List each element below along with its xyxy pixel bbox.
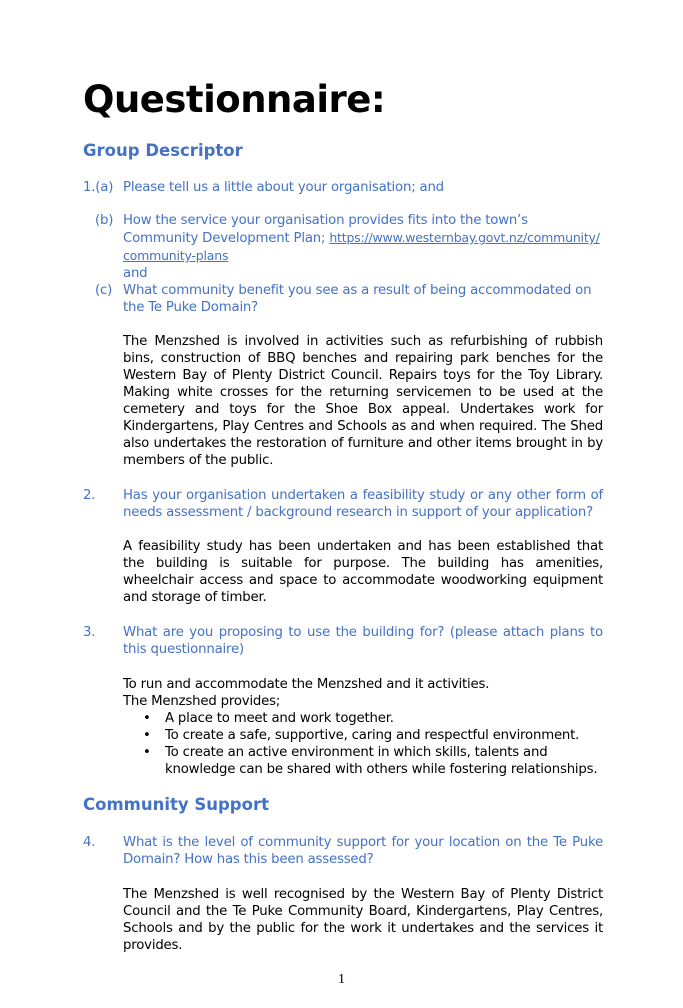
question-2 <box>83 487 603 521</box>
section-heading-community-support: Community Support <box>83 795 269 814</box>
question-4-text: What is the level of community support for your location on the Te Puke Domain? How has this been assessed? <box>123 835 603 867</box>
answer-3-line-2: The Menzshed provides; <box>123 694 281 709</box>
question-2-text: Has your organisation undertaken a feasibility study or any other form of needs assessment / background research in support of your application? <box>123 488 603 520</box>
question-1b-number: (b) <box>95 213 114 228</box>
bullet-item: • A place to meet and work together. <box>123 710 603 727</box>
question-3 <box>83 624 603 658</box>
question-3-text: What are you proposing to use the building for? (please attach plans to this questionnaire) <box>123 625 603 657</box>
question-2-number: 2. <box>83 488 96 503</box>
section-heading-group-descriptor: Group Descriptor <box>83 141 243 160</box>
question-4 <box>83 834 603 868</box>
question-1a-number: 1.(a) <box>83 180 114 195</box>
answer-4: The Menzshed is well recognised by the Western Bay of Plenty District Council and the Te Puke Community Board, Kindergartens, Play Centres, Schools and by the public for the work it undertakes and the services it provides. <box>123 887 603 953</box>
question-1c-number: (c) <box>95 283 113 298</box>
answer-3-line-1: To run and accommodate the Menzshed and it activities. <box>123 677 490 692</box>
answer-1: The Menzshed is involved in activities such as refurbishing of rubbish bins, construction of BBQ benches and repairing park benches for the Western Bay of Plenty District Council. Repairs toys for the Toy Library. Making white crosses for the returning servicemen to be used at the cemetery and toys for the Shoe Box appeal. Undertakes work for Kindergartens, Play Centres and Schools as and when required. The Shed also undertakes the restoration of furniture and other items brought in by members of the public. <box>123 334 603 468</box>
question-1b-and: and <box>123 266 148 281</box>
bullet-item: • To create an active environment in which skills, talents and knowledge can be shared with others while fostering relationships. <box>123 744 603 778</box>
question-1c <box>83 282 603 316</box>
page-title: Questionnaire: <box>83 78 386 121</box>
answer-2: A feasibility study has been undertaken and has been established that the building is suitable for purpose. The building has amenities, wheelchair access and space to accommodate woodworking equipment and storage of timber. <box>123 539 603 605</box>
answer-3 <box>123 676 603 778</box>
community-plans-link[interactable]: https://www.westernbay.govt.nz/community/community-plans <box>123 230 600 263</box>
question-1b <box>83 212 603 282</box>
question-1b-body <box>123 212 603 282</box>
bullet-item: • To create a safe, supportive, caring and respectful environment. <box>123 727 603 744</box>
question-4-number: 4. <box>83 835 96 850</box>
question-1a <box>83 179 603 196</box>
question-1a-text: Please tell us a little about your organisation; and <box>123 180 444 195</box>
answer-3-bullets <box>123 710 603 778</box>
page-number: 1 <box>338 972 345 987</box>
question-1b-text: How the service your organisation provides fits into the town’s Community Development Plan; <box>123 213 528 246</box>
question-3-number: 3. <box>83 625 96 640</box>
question-1c-text: What community benefit you see as a result of being accommodated on the Te Puke Domain? <box>123 283 592 315</box>
